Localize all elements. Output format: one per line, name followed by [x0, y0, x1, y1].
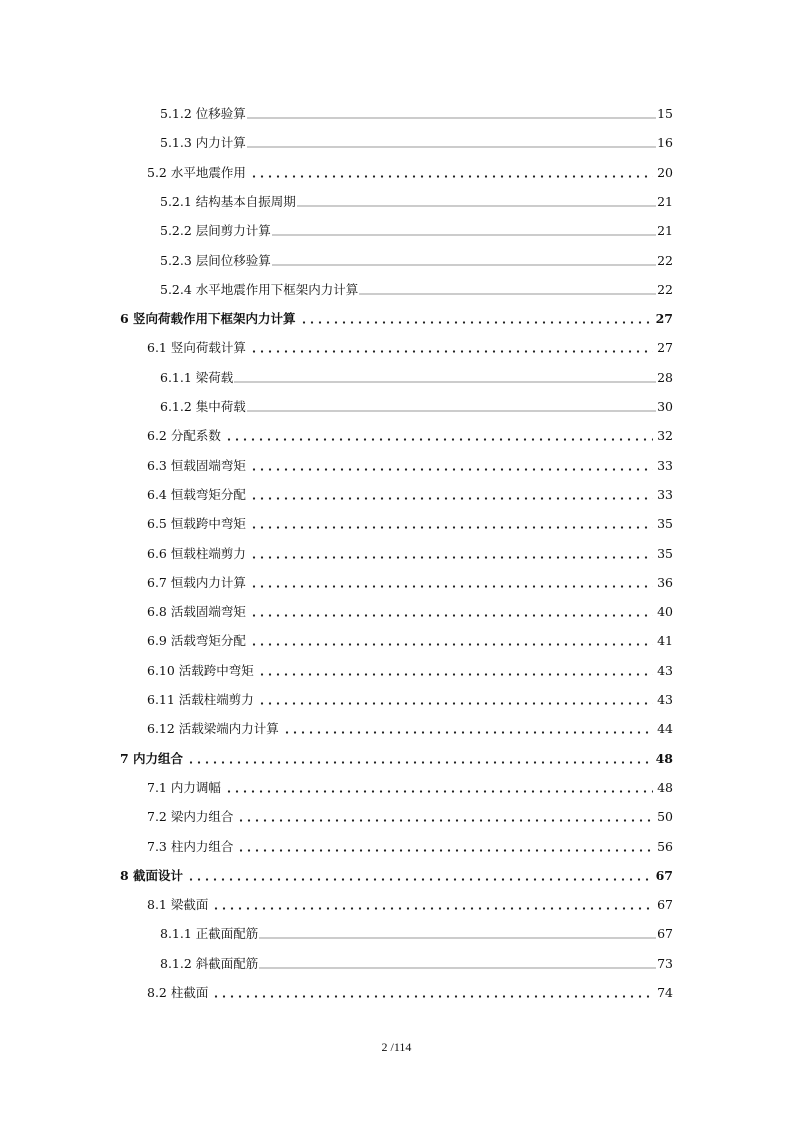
toc-entry[interactable]	[0, 686, 793, 708]
toc-entry-title: 6.10 活载跨中弯矩	[147, 662, 254, 678]
toc-entry[interactable]	[0, 334, 793, 356]
toc-entry-page: 43	[657, 662, 673, 678]
toc-entry-page: 32	[657, 428, 673, 444]
toc-dot-leader	[250, 575, 653, 591]
toc-entry-page: 33	[657, 486, 673, 502]
toc-dot-leader	[283, 721, 653, 737]
toc-dot-leader	[247, 135, 656, 151]
toc-dot-leader	[258, 663, 653, 679]
toc-entry-page: 67	[657, 897, 673, 913]
toc-entry-page: 21	[657, 193, 673, 209]
toc-entry-page: 20	[657, 164, 673, 180]
toc-dot-leader	[359, 282, 656, 298]
toc-entry-page: 15	[657, 106, 673, 121]
toc-entry-page: 48	[657, 779, 673, 795]
toc-entry-page: 50	[657, 809, 673, 825]
toc-entry-page: 73	[657, 955, 673, 971]
toc-entry[interactable]	[0, 481, 793, 503]
toc-entry-title: 6.9 活载弯矩分配	[147, 633, 246, 649]
toc-entry[interactable]	[0, 627, 793, 649]
toc-entry-page: 67	[657, 926, 673, 942]
toc-entry[interactable]	[0, 364, 793, 386]
toc-entry-title: 6.11 活载柱端剪力	[147, 692, 254, 707]
toc-dot-leader	[187, 868, 652, 884]
toc-entry-page: 40	[657, 604, 673, 620]
toc-entry[interactable]	[0, 452, 793, 474]
toc-dot-leader	[237, 839, 653, 855]
toc-dot-leader	[247, 399, 656, 415]
toc-entry-page: 43	[657, 692, 673, 707]
toc-dot-leader	[250, 487, 653, 503]
toc-entry-title: 6.2 分配系数	[147, 428, 221, 444]
toc-entry[interactable]	[0, 715, 793, 737]
toc-entry[interactable]	[0, 188, 793, 210]
toc-entry-title: 6.5 恒载跨中弯矩	[147, 516, 246, 532]
toc-entry-title: 5.1.3 内力计算	[160, 135, 246, 151]
toc-dot-leader	[225, 780, 653, 796]
toc-entry[interactable]	[0, 393, 793, 415]
toc-entry-title: 8.1 梁截面	[147, 897, 209, 913]
toc-entry-page: 28	[657, 369, 673, 385]
toc-dot-leader	[212, 985, 653, 1001]
toc-entry-title: 8.1.2 斜截面配筋	[160, 955, 259, 971]
toc-entry[interactable]	[0, 510, 793, 532]
toc-entry[interactable]	[0, 247, 793, 269]
toc-entry-page: 27	[655, 311, 673, 327]
toc-entry-title: 7.1 内力调幅	[147, 779, 221, 795]
toc-entry-page: 35	[657, 545, 673, 561]
toc-entry[interactable]	[0, 276, 793, 298]
toc-dot-leader	[259, 926, 656, 942]
toc-entry[interactable]	[0, 305, 793, 327]
toc-entry-title: 5.2.2 层间剪力计算	[160, 223, 271, 239]
toc-entry-page: 22	[657, 252, 673, 268]
toc-entry[interactable]	[0, 100, 793, 122]
toc-entry-page: 30	[657, 399, 673, 414]
toc-entry-page: 67	[655, 867, 673, 883]
toc-dot-leader	[300, 311, 652, 327]
toc-entry[interactable]	[0, 920, 793, 942]
toc-entry[interactable]	[0, 598, 793, 620]
toc-entry[interactable]	[0, 422, 793, 444]
toc-dot-leader	[250, 633, 653, 649]
toc-entry[interactable]	[0, 979, 793, 1001]
toc-entry-page: 44	[657, 721, 673, 737]
toc-dot-leader	[212, 897, 653, 913]
toc-entry-page: 35	[657, 516, 673, 532]
toc-dot-leader	[250, 340, 653, 356]
toc-dot-leader	[250, 604, 653, 620]
toc-dot-leader	[187, 751, 652, 767]
toc-entry[interactable]	[0, 159, 793, 181]
toc-entry-title: 5.1.2 位移验算	[160, 106, 246, 121]
toc-entry[interactable]	[0, 862, 793, 884]
toc-entry-title: 8.1.1 正截面配筋	[160, 926, 259, 942]
toc-entry[interactable]	[0, 129, 793, 151]
toc-dot-leader	[237, 809, 653, 825]
toc-entry-page: 16	[657, 135, 673, 151]
toc-entry-title: 8.2 柱截面	[147, 985, 209, 1000]
toc-entry-title: 6.3 恒载固端弯矩	[147, 457, 246, 473]
toc-dot-leader	[297, 194, 656, 210]
toc-entry[interactable]	[0, 540, 793, 562]
toc-entry-title: 5.2.3 层间位移验算	[160, 252, 271, 268]
toc-entry-page: 48	[655, 750, 673, 766]
page-number: 2 /114	[381, 1040, 412, 1054]
toc-dot-leader	[250, 165, 653, 181]
toc-entry-title: 6.12 活载梁端内力计算	[147, 721, 279, 737]
toc-entry-title: 5.2.1 结构基本自振周期	[160, 193, 296, 209]
toc-entry-title: 5.2 水平地震作用	[147, 164, 246, 180]
toc-entry[interactable]	[0, 745, 793, 767]
toc-entry-title: 6.4 恒载弯矩分配	[147, 486, 246, 502]
toc-entry-page: 36	[657, 574, 673, 590]
toc-entry-page: 22	[657, 281, 673, 297]
toc-dot-leader	[247, 106, 656, 122]
toc-dot-leader	[272, 223, 656, 239]
toc-entry-title: 8 截面设计	[120, 867, 184, 883]
toc-entry[interactable]	[0, 803, 793, 825]
toc-dot-leader	[258, 692, 653, 708]
toc-entry[interactable]	[0, 833, 793, 855]
toc-dot-leader	[250, 546, 653, 562]
toc-entry-page: 27	[657, 340, 673, 356]
toc-dot-leader	[272, 253, 656, 269]
toc-entry-page: 33	[657, 457, 673, 473]
toc-entry-title: 6.7 恒载内力计算	[147, 574, 246, 590]
toc-entry[interactable]	[0, 217, 793, 239]
toc-entry-page: 21	[657, 223, 673, 239]
toc-entry-page: 56	[657, 838, 673, 854]
toc-entry-title: 7 内力组合	[120, 750, 184, 766]
toc-entry-title: 6.6 恒载柱端剪力	[147, 545, 246, 561]
toc-entry[interactable]	[0, 657, 793, 679]
toc-entry[interactable]	[0, 774, 793, 796]
toc-entry-title: 6.8 活载固端弯矩	[147, 604, 246, 620]
toc-dot-leader	[259, 956, 656, 972]
toc-entry-title: 6 竖向荷载作用下框架内力计算	[120, 311, 296, 327]
toc-dot-leader	[250, 458, 653, 474]
toc-entry-page: 41	[657, 633, 673, 649]
toc-entry-page: 74	[657, 985, 673, 1000]
toc-entry-title: 7.3 柱内力组合	[147, 838, 234, 854]
toc-entry-title: 6.1.2 集中荷载	[160, 399, 246, 414]
toc-dot-leader	[250, 516, 653, 532]
toc-entry-title: 6.1 竖向荷载计算	[147, 340, 246, 356]
toc-entry[interactable]	[0, 950, 793, 972]
toc-entry-title: 6.1.1 梁荷载	[160, 369, 234, 385]
toc-dot-leader	[234, 370, 656, 386]
toc-entry[interactable]	[0, 569, 793, 591]
toc-entry-title: 7.2 梁内力组合	[147, 809, 234, 825]
toc-entry-title: 5.2.4 水平地震作用下框架内力计算	[160, 281, 359, 297]
toc-entry[interactable]	[0, 891, 793, 913]
toc-dot-leader	[225, 428, 653, 444]
